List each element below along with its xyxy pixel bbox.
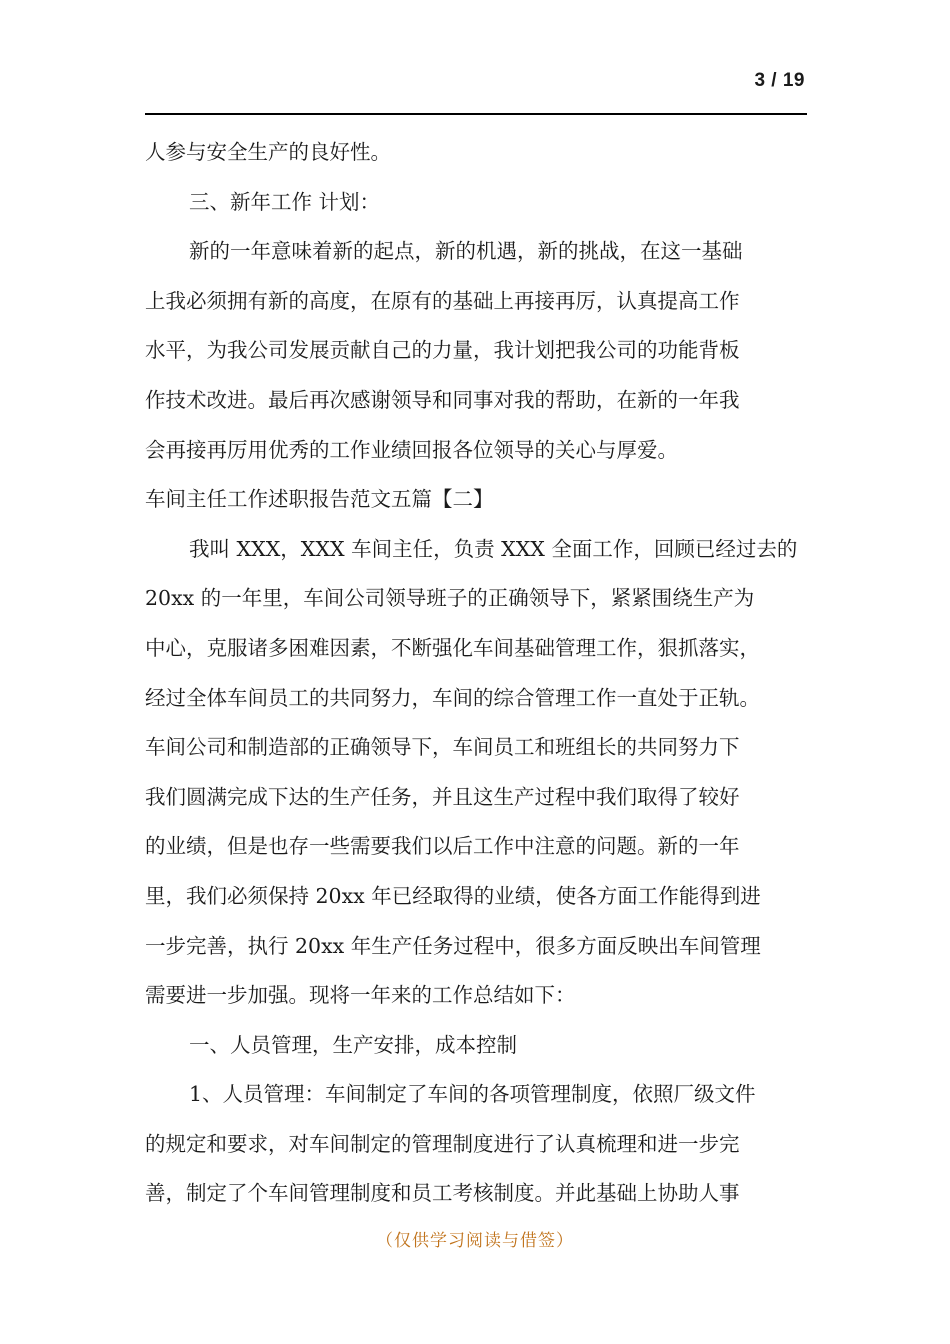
text-line: 20xx 的一年里，车间公司领导班子的正确领导下，紧紧围绕生产为 xyxy=(145,586,755,611)
text-line: 作技术改进。最后再次感谢领导和同事对我的帮助，在新的一年我 xyxy=(145,387,740,412)
text-line: 三、新年工作 计划： xyxy=(189,189,381,214)
text-line: 上我必须拥有新的高度，在原有的基础上再接再厉，认真提高工作 xyxy=(145,288,740,313)
text-line: 会再接再厉用优秀的工作业绩回报各位领导的关心与厚爱。 xyxy=(145,437,678,462)
text-line: 车间主任工作述职报告范文五篇【二】 xyxy=(145,487,494,512)
text-line: 人参与安全生产的良好性。 xyxy=(145,140,391,164)
text-line: 水平，为我公司发展贡献自己的力量，我计划把我公司的功能背板 xyxy=(145,338,740,363)
footer-note: （仅供学习阅读与借签） xyxy=(376,1231,574,1251)
text-line: 里，我们必须保持 20xx 年已经取得的业绩，使各方面工作能得到进 xyxy=(145,883,761,908)
text-line: 1、人员管理：车间制定了车间的各项管理制度，依照厂级文件 xyxy=(189,1082,756,1107)
text-line: 的规定和要求，对车间制定的管理制度进行了认真梳理和进一步完 xyxy=(145,1131,740,1156)
text-line: 车间公司和制造部的正确领导下，车间员工和班组长的共同努力下 xyxy=(145,735,740,760)
text-line: 我叫 XXX，XXX 车间主任，负责 XXX 全面工作，回顾已经过去的 xyxy=(189,536,798,561)
text-line: 的业绩，但是也存一些需要我们以后工作中注意的问题。新的一年 xyxy=(145,834,740,859)
text-line: 善，制定了个车间管理制度和员工考核制度。并此基础上协助人事 xyxy=(145,1181,740,1206)
text-line: 新的一年意味着新的起点，新的机遇，新的挑战，在这一基础 xyxy=(189,239,743,264)
page-number: 3 / 19 xyxy=(754,70,805,91)
text-line: 中心，克服诸多困难因素，不断强化车间基础管理工作，狠抓落实， xyxy=(145,635,760,660)
header-divider xyxy=(145,113,807,115)
text-line: 经过全体车间员工的共同努力，车间的综合管理工作一直处于正轨。 xyxy=(145,685,760,710)
text-line: 我们圆满完成下达的生产任务，并且这生产过程中我们取得了较好 xyxy=(145,784,740,809)
text-line: 需要进一步加强。现将一年来的工作总结如下： xyxy=(145,983,576,1008)
text-line: 一步完善，执行 20xx 年生产任务过程中，很多方面反映出车间管理 xyxy=(145,933,761,958)
document-body xyxy=(145,128,810,1219)
text-line: 一、人员管理，生产安排，成本控制 xyxy=(189,1032,517,1057)
